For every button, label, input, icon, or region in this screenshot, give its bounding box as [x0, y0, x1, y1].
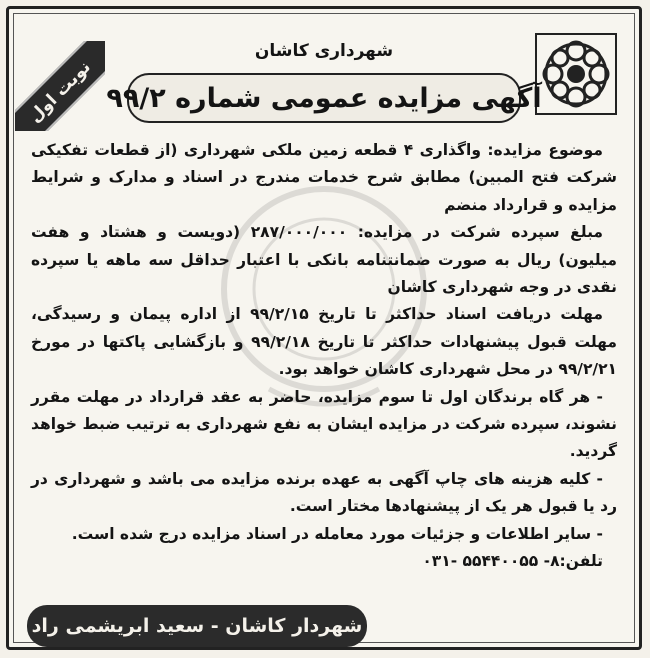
- organization-name: شهرداری کاشان: [254, 41, 394, 61]
- phone-number: تلفن:۸- ۵۵۴۴۰۰۵۵ -۰۳۱: [422, 552, 603, 571]
- deadlines: مهلت دریافت اسناد حداکثر تا تاریخ ۹۹/۲/۱۵ از اداره پیمان و رسیدگی، مهلت قبول پیشنهادات حداکثر تا تاریخ ۹۹/۲/۱۸ و بازگشایی پاکتها در مورخ ۹۹/۲/۲۱ در محل شهرداری کاشان خواهد بود.: [31, 305, 618, 379]
- advertising-costs: - کلیه هزینه های چاپ آگهی به عهده برنده مزایده می باشد و شهرداری در رد یا قبول هر یک از پیشنهادها مختار است.: [31, 469, 617, 516]
- notice-frame: [6, 6, 642, 650]
- notice-title: آگهی مزایده عمومی شماره ۹۹/۲: [106, 82, 542, 114]
- winner-condition: - هر گاه برندگان اول تا سوم مزایده، حاضر به عقد قرارداد در مهلت مقرر نشوند، سپرده شرکت در مزایده ایشان به نفع شهرداری به ترتیب ضبط خواهد گردید.: [31, 387, 617, 461]
- auction-subject: موضوع مزایده: واگذاری ۴ قطعه زمین ملکی شهرداری (از قطعات تفکیکی شرکت فتح المبین) مطابق شرح خدمات مندرج در اسناد و مدارک و شرایط مزایده و قرارداد منضم: [31, 141, 617, 214]
- notice-body: [31, 137, 617, 597]
- mayor-signature: شهردار کاشان - سعید ابریشمی راد: [31, 615, 363, 637]
- signature-banner: [27, 605, 367, 647]
- title-box: [106, 73, 542, 123]
- other-information: - سایر اطلاعات و جزئیات مورد معامله در اسناد مزایده درج شده است.: [71, 524, 603, 543]
- notice-header: [9, 27, 639, 137]
- deposit-amount: مبلغ سپرده شرکت در مزایده: ۲۸۷/۰۰۰/۰۰۰ (دویست و هشتاد و هفت میلیون) ریال به صورت ضمانتنامه بانکی با اعتبار حداقل سه ماهه یا سپرده نقدی در وجه شهرداری کاشان: [31, 223, 617, 297]
- badge-label: نوبت اول: [25, 57, 95, 127]
